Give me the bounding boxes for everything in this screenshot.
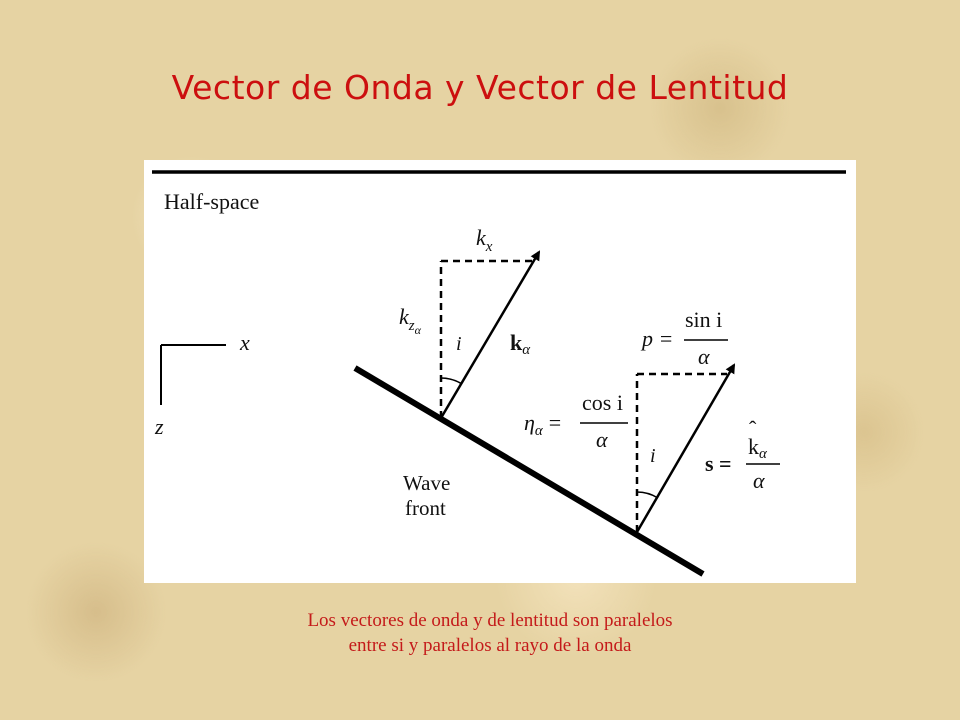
angle-arc-2 [637, 492, 658, 498]
k-alpha-vector-group [399, 225, 539, 418]
s-label: s = [705, 451, 732, 476]
angle-i-label-1: i [456, 333, 462, 355]
angle-i-label-2: i [650, 445, 656, 467]
wave-front-label-line2: front [405, 496, 446, 520]
eta-equation [524, 390, 628, 452]
slowness-vector-group [524, 307, 780, 532]
half-space-label: Half-space [164, 189, 260, 214]
s-numerator-hat: ˆ [749, 416, 757, 441]
k-alpha-label: kα [510, 330, 531, 358]
p-numerator: sin i [685, 307, 723, 332]
kx-label: $k_x$ [476, 225, 493, 255]
axis-z-label: z [155, 414, 164, 439]
eta-denominator: α [596, 427, 608, 452]
p-label: p = [642, 326, 674, 351]
p-equation [640, 307, 728, 369]
p-denominator: α [698, 344, 710, 369]
axis-x-label: x [240, 330, 250, 355]
angle-arc-1 [441, 378, 462, 384]
diagram-svg [144, 160, 856, 583]
eta-label: $\eta_\alpha$ = [524, 410, 562, 439]
wave-front-label-line1: Wave [403, 471, 451, 495]
slide-caption [0, 608, 960, 658]
kz-label: $k_z\alpha$ [399, 304, 421, 337]
eta-numerator: cos i [582, 390, 623, 415]
axes-indicator [154, 330, 250, 439]
s-numerator: kα [748, 434, 767, 462]
s-equation [705, 416, 780, 493]
caption-line-2: entre si y paralelos al rayo de la onda [348, 635, 632, 656]
slide-title: Vector de Onda y Vector de Lentitud [171, 68, 789, 107]
caption-line-1: Los vectores de onda y de lentitud son paralelos [307, 610, 673, 631]
s-denominator: α [753, 468, 765, 493]
wave-vector-diagram [144, 160, 856, 583]
